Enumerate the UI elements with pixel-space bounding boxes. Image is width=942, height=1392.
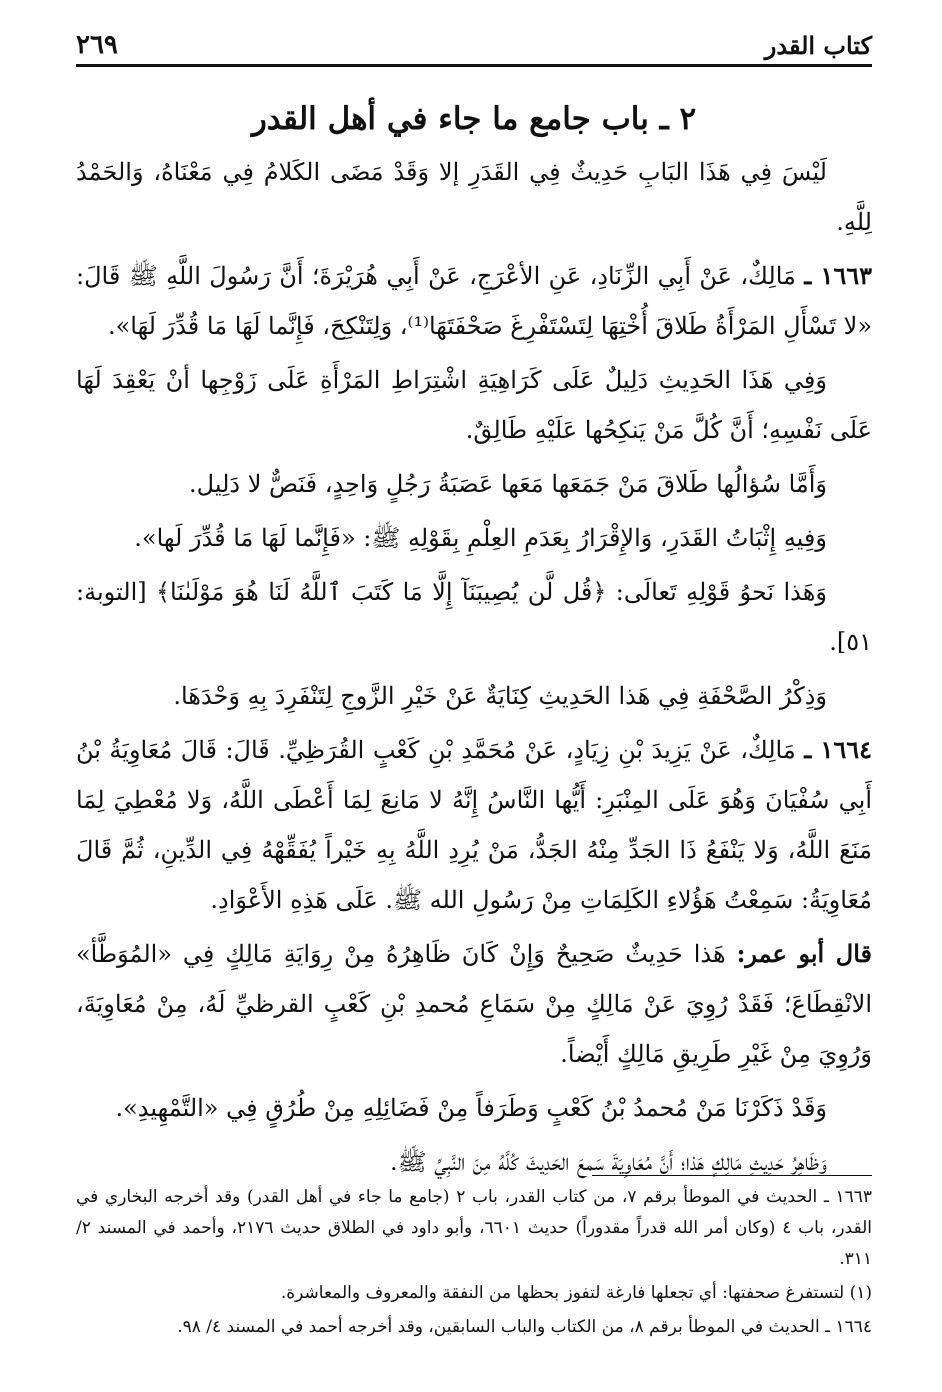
hadith-text: مَالِكٌ، عَنْ أَبِي الزِّنَادِ، عَنِ الأعْرَجِ، عَنْ أَبِي هُرَيْرَةَ؛ أَنَّ رَسُولَ اللَّهِ ﷺ قَالَ: «لا تَسْأَلِ المَرْأَةُ طَلاقَ أُخْتِهَا لِتَسْتَفْرِغَ صَحْفَتَهَا⁽¹⁾، وَلِتَنْكِحَ، فَإِنَّما لَهَا مَا قُدِّرَ لَهَا». [76,262,872,340]
footnote-1: (١) لتستفرغ صحفتها: أي تجعلها فارغة لتفوز بحظها من النفقة والمعروف والمعاشرة. [280,1283,872,1303]
commentary-paragraph: وَفِي هَذَا الحَدِيثِ دَلِيلٌ عَلَى كَرَاهِيَةِ اشْتِرَاطِ المَرْأَةِ عَلَى زَوْجِها أنْ يَعْقِدَ لَهَا عَلَى نَفْسِهِ؛ أَنَّ كُلَّ مَنْ يَنكِحُها عَلَيْهِ طَالِقٌ. [76,366,872,444]
abu-omar-paragraph [76,929,872,1079]
running-header [76,24,872,67]
footnote-divider [592,1175,872,1176]
commentary-paragraph: وَقَدْ ذَكَرْنَا مَنْ مُحمدُ بْنُ كَعْبٍ وَطَرَفاً مِنْ فَضَائِلِهِ مِنْ طُرُقٍ فِي «التَّمْهِيدِ». [115,1094,827,1122]
abu-omar-label: قال أبو عمر: [736,939,873,968]
footnote-1664: ١٦٦٤ ـ الحديث في الموطأ برقم ٨، من الكتاب والباب السابقين، وقد أخرجه أحمد في المسند ٤/ ٩٨. [177,1317,872,1337]
hadith-1664 [76,725,872,925]
hadith-number: ١٦٦٣ ـ [804,261,872,290]
hadith-number: ١٦٦٤ ـ [804,735,872,764]
commentary-paragraph: وَأَمَّا سُؤالُها طَلاقَ مَنْ جَمَعَها مَعَها عَصَبَةُ رَجُلٍ وَاحِدٍ، فَنَصٌّ لا دَلِيل. [189,470,827,498]
hadith-text: مَالِكٌ، عَنْ يَزِيدَ بْنِ زِيَادٍ، عَنْ مُحَمَّدِ بْنِ كَعْبٍ القُرَظِيِّ. قَالَ: قَالَ مُعَاوِيَةُ بْنُ أَبِي سُفْيَانَ وَهُوَ عَلَى المِنْبَرِ: أَيُّها النَّاسُ إِنَّهُ لا مَانِعَ لِمَا أَعْطَى اللَّهُ، وَلا مُعْطِيَ لِمَا مَنَعَ اللَّهُ، وَلا يَنْفَعُ ذَا الجَدِّ مِنْهُ الجَدُّ، مَنْ يُرِدِ اللَّهُ بِهِ خَيْراً يُفَقِّهْهُ فِي الدِّينِ، ثُمَّ قَالَ مُعَاوِيَةُ: سَمِعْتُ هَؤُلاءِ الكَلِمَاتِ مِنْ رَسُولِ الله ﷺ. عَلَى هَذِهِ الأَعْوَادِ. [76,736,873,914]
body-text [76,147,872,1187]
intro-paragraph: لَيْسَ فِي هَذَا البَابِ حَدِيثٌ فِي القَدَرِ إلا وَقَدْ مَضَى الكَلامُ فِي مَعْنَاهُ، وَالحَمْدُ لِلَّهِ. [76,158,872,236]
commentary-paragraph: وَذِكْرُ الصَّحْفَةِ فِي هَذا الحَدِيثِ كِنَايَةٌ عَنْ خَيْرِ الزَّوجِ لِتَنْفَرِدَ بِهِ وَحْدَهَا. [173,682,827,710]
quran-citation-paragraph: وَهَذا نَحوُ قَوْلِهِ تَعالَى: ﴿قُل لَّن يُصِيبَنَآ إِلَّا مَا كَتَبَ ٱللَّهُ لَنَا هُوَ مَوْلَىٰنَا﴾ [التوبة: ٥١]. [76,578,872,656]
book-title: كتاب القدر [764,31,872,60]
abu-omar-text: هَذا حَدِيثٌ صَحِيحٌ وَإِنْ كَانَ ظَاهِرُهُ مِنْ رِوَايَةِ مَالِكٍ فِي «المُوَطَّأ» الانْقِطَاعَ؛ فَقَدْ رُوِيَ عَنْ مَالِكٍ مِنْ سَمَاعِ مُحمدِ بْنِ كَعْبٍ القرظيِّ لَهُ، مِنْ مُعَاوِيَةَ، وَرُوِيَ مِنْ غَيْرِ طَرِيقِ مَالِكٍ أَيْضاً. [76,940,872,1068]
hadith-1663 [76,251,872,351]
page-number: ٢٦٩ [76,30,118,60]
commentary-paragraph: وَظَاهِرُ حَدِيثِ مَالِكٍ هَذا؛ أَنَّ مُعَاوِيَةَ سَمعَ الحَدِيثَ كُلَّهُ مِنَ النَّبِيِّ ﷺ. [389,1148,827,1176]
commentary-paragraph: وَفِيهِ إِثْبَاتُ القَدَرِ، وَالإِقْرَارُ بِعَدَمِ العِلْمِ بِقَوْلِهِ ﷺ: «فَإِنَّما لَهَا مَا قُدِّرَ لَها». [134,524,827,552]
footnote-1663: ١٦٦٣ ـ الحديث في الموطأ برقم ٧، من كتاب القدر، باب ٢ (جامع ما جاء في أهل القدر) وقد أخرجه البخاري في القدر، باب ٤ (وكان أمر الله قدراً مقدوراً) حديث ٦٦٠١، وأبو داود في الطلاق حديث ٢١٧٦، وأحمد في المسند ٢/ ٣١١. [76,1187,872,1269]
chapter-title: ٢ ـ باب جامع ما جاء في أهل القدر [251,101,697,137]
footnotes [76,1175,872,1346]
